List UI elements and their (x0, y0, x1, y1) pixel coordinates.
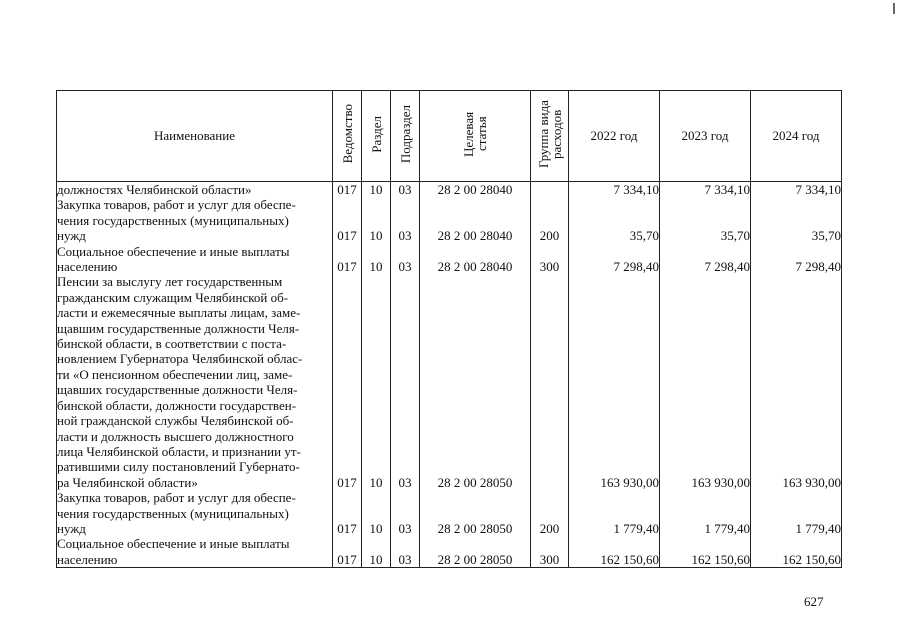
row-value-2023: 7 298,40 (660, 244, 751, 275)
table-row (57, 244, 842, 275)
header-year-2024: 2024 год (751, 91, 842, 182)
row-name-line: ласти и должность высшего должностного (57, 428, 294, 444)
row-value-2024: 7 334,10 (751, 182, 842, 198)
row-section: 10 (362, 244, 391, 275)
row-target-article: 28 2 00 28050 (420, 490, 531, 536)
row-department: 017 (333, 490, 362, 536)
row-value-2022: 7 298,40 (569, 244, 660, 275)
row-name-line: чения государственных (муниципальных) (57, 505, 289, 521)
row-name-line: Закупка товаров, работ и услуг для обеспе- (57, 490, 296, 506)
row-name-line: чения государственных (муниципальных) (57, 212, 289, 228)
header-section: Раздел (362, 91, 391, 182)
row-target-article: 28 2 00 28040 (420, 182, 531, 198)
row-value-2022: 163 930,00 (569, 274, 660, 490)
row-name (57, 490, 333, 536)
row-name-line: Закупка товаров, работ и услуг для обеспе- (57, 197, 296, 213)
row-name-line: нужд (57, 520, 86, 536)
row-name-line: ти «О пенсионном обеспечении лиц, заме- (57, 366, 293, 382)
row-value-2023: 162 150,60 (660, 536, 751, 567)
row-department: 017 (333, 197, 362, 243)
row-value-2024: 162 150,60 (751, 536, 842, 567)
row-target-article: 28 2 00 28040 (420, 197, 531, 243)
header-year-2023: 2023 год (660, 91, 751, 182)
row-value-2023: 35,70 (660, 197, 751, 243)
header-row (57, 91, 842, 182)
table-row (57, 197, 842, 243)
row-value-2022: 1 779,40 (569, 490, 660, 536)
row-name (57, 182, 333, 198)
header-name: Наименование (57, 91, 333, 182)
row-name-line: лица Челябинской области, и признании ут- (57, 443, 301, 459)
row-department: 017 (333, 536, 362, 567)
row-name-line: ратившими силу постановлений Губернато- (57, 459, 300, 475)
table-row (57, 274, 842, 490)
row-department: 017 (333, 182, 362, 198)
row-target-article: 28 2 00 28050 (420, 274, 531, 490)
table-row (57, 536, 842, 567)
table-header (57, 91, 842, 182)
row-name-line: бинской области, должности государствен- (57, 397, 297, 413)
header-year-2022: 2022 год (569, 91, 660, 182)
row-value-2024: 35,70 (751, 197, 842, 243)
row-value-2022: 35,70 (569, 197, 660, 243)
row-section: 10 (362, 536, 391, 567)
row-expense-group (531, 182, 569, 198)
row-target-article: 28 2 00 28040 (420, 244, 531, 275)
row-name-line: Пенсии за выслугу лет государственным (57, 274, 283, 290)
header-expense-group: Группа вида расходов (531, 91, 569, 182)
row-name-line: населению (57, 551, 118, 567)
row-expense-group: 300 (531, 536, 569, 567)
row-value-2024: 7 298,40 (751, 244, 842, 275)
row-name-line: нужд (57, 228, 86, 244)
row-expense-group: 300 (531, 244, 569, 275)
row-name-line: новлением Губернатора Челябинской облас- (57, 351, 303, 367)
row-name-line: гражданским служащим Челябинской об- (57, 289, 289, 305)
table-body (57, 182, 842, 568)
row-value-2024: 163 930,00 (751, 274, 842, 490)
row-section: 10 (362, 274, 391, 490)
row-subsection: 03 (391, 536, 420, 567)
row-name-line: ласти и ежемесячные выплаты лицам, заме- (57, 305, 301, 321)
row-value-2023: 7 334,10 (660, 182, 751, 198)
row-value-2023: 1 779,40 (660, 490, 751, 536)
row-target-article: 28 2 00 28050 (420, 536, 531, 567)
row-value-2023: 163 930,00 (660, 274, 751, 490)
row-section: 10 (362, 490, 391, 536)
row-subsection: 03 (391, 182, 420, 198)
row-subsection: 03 (391, 274, 420, 490)
row-name (57, 197, 333, 243)
row-name (57, 536, 333, 567)
header-subsection: Подраздел (391, 91, 420, 182)
row-name-line: ной гражданской службы Челябинской об- (57, 413, 294, 429)
row-name-line: щавших государственные должности Челя- (57, 382, 298, 398)
row-expense-group: 200 (531, 197, 569, 243)
row-name-line: ра Челябинской области» (57, 474, 198, 490)
row-expense-group: 200 (531, 490, 569, 536)
row-value-2024: 1 779,40 (751, 490, 842, 536)
row-subsection: 03 (391, 490, 420, 536)
row-value-2022: 162 150,60 (569, 536, 660, 567)
row-name-line: щавшим государственные должности Челя- (57, 320, 300, 336)
row-name-line: Социальное обеспечение и иные выплаты (57, 536, 290, 552)
row-name-line: должностях Челябинской области» (57, 182, 252, 197)
row-name (57, 274, 333, 490)
header-target-article: Целевая статья (420, 91, 531, 182)
row-value-2022: 7 334,10 (569, 182, 660, 198)
row-name (57, 244, 333, 275)
row-expense-group (531, 274, 569, 490)
row-subsection: 03 (391, 197, 420, 243)
row-name-line: Социальное обеспечение и иные выплаты (57, 243, 290, 259)
page-number: 627 (804, 594, 824, 609)
table-row (57, 182, 842, 198)
row-name-line: бинской области, в соответствии с поста- (57, 336, 287, 352)
budget-table (56, 90, 842, 568)
table-row (57, 490, 842, 536)
row-department: 017 (333, 274, 362, 490)
row-department: 017 (333, 244, 362, 275)
page-edge-mark (893, 3, 895, 14)
row-section: 10 (362, 197, 391, 243)
row-subsection: 03 (391, 244, 420, 275)
row-name-line: населению (57, 259, 118, 275)
row-section: 10 (362, 182, 391, 198)
header-department: Ведомство (333, 91, 362, 182)
